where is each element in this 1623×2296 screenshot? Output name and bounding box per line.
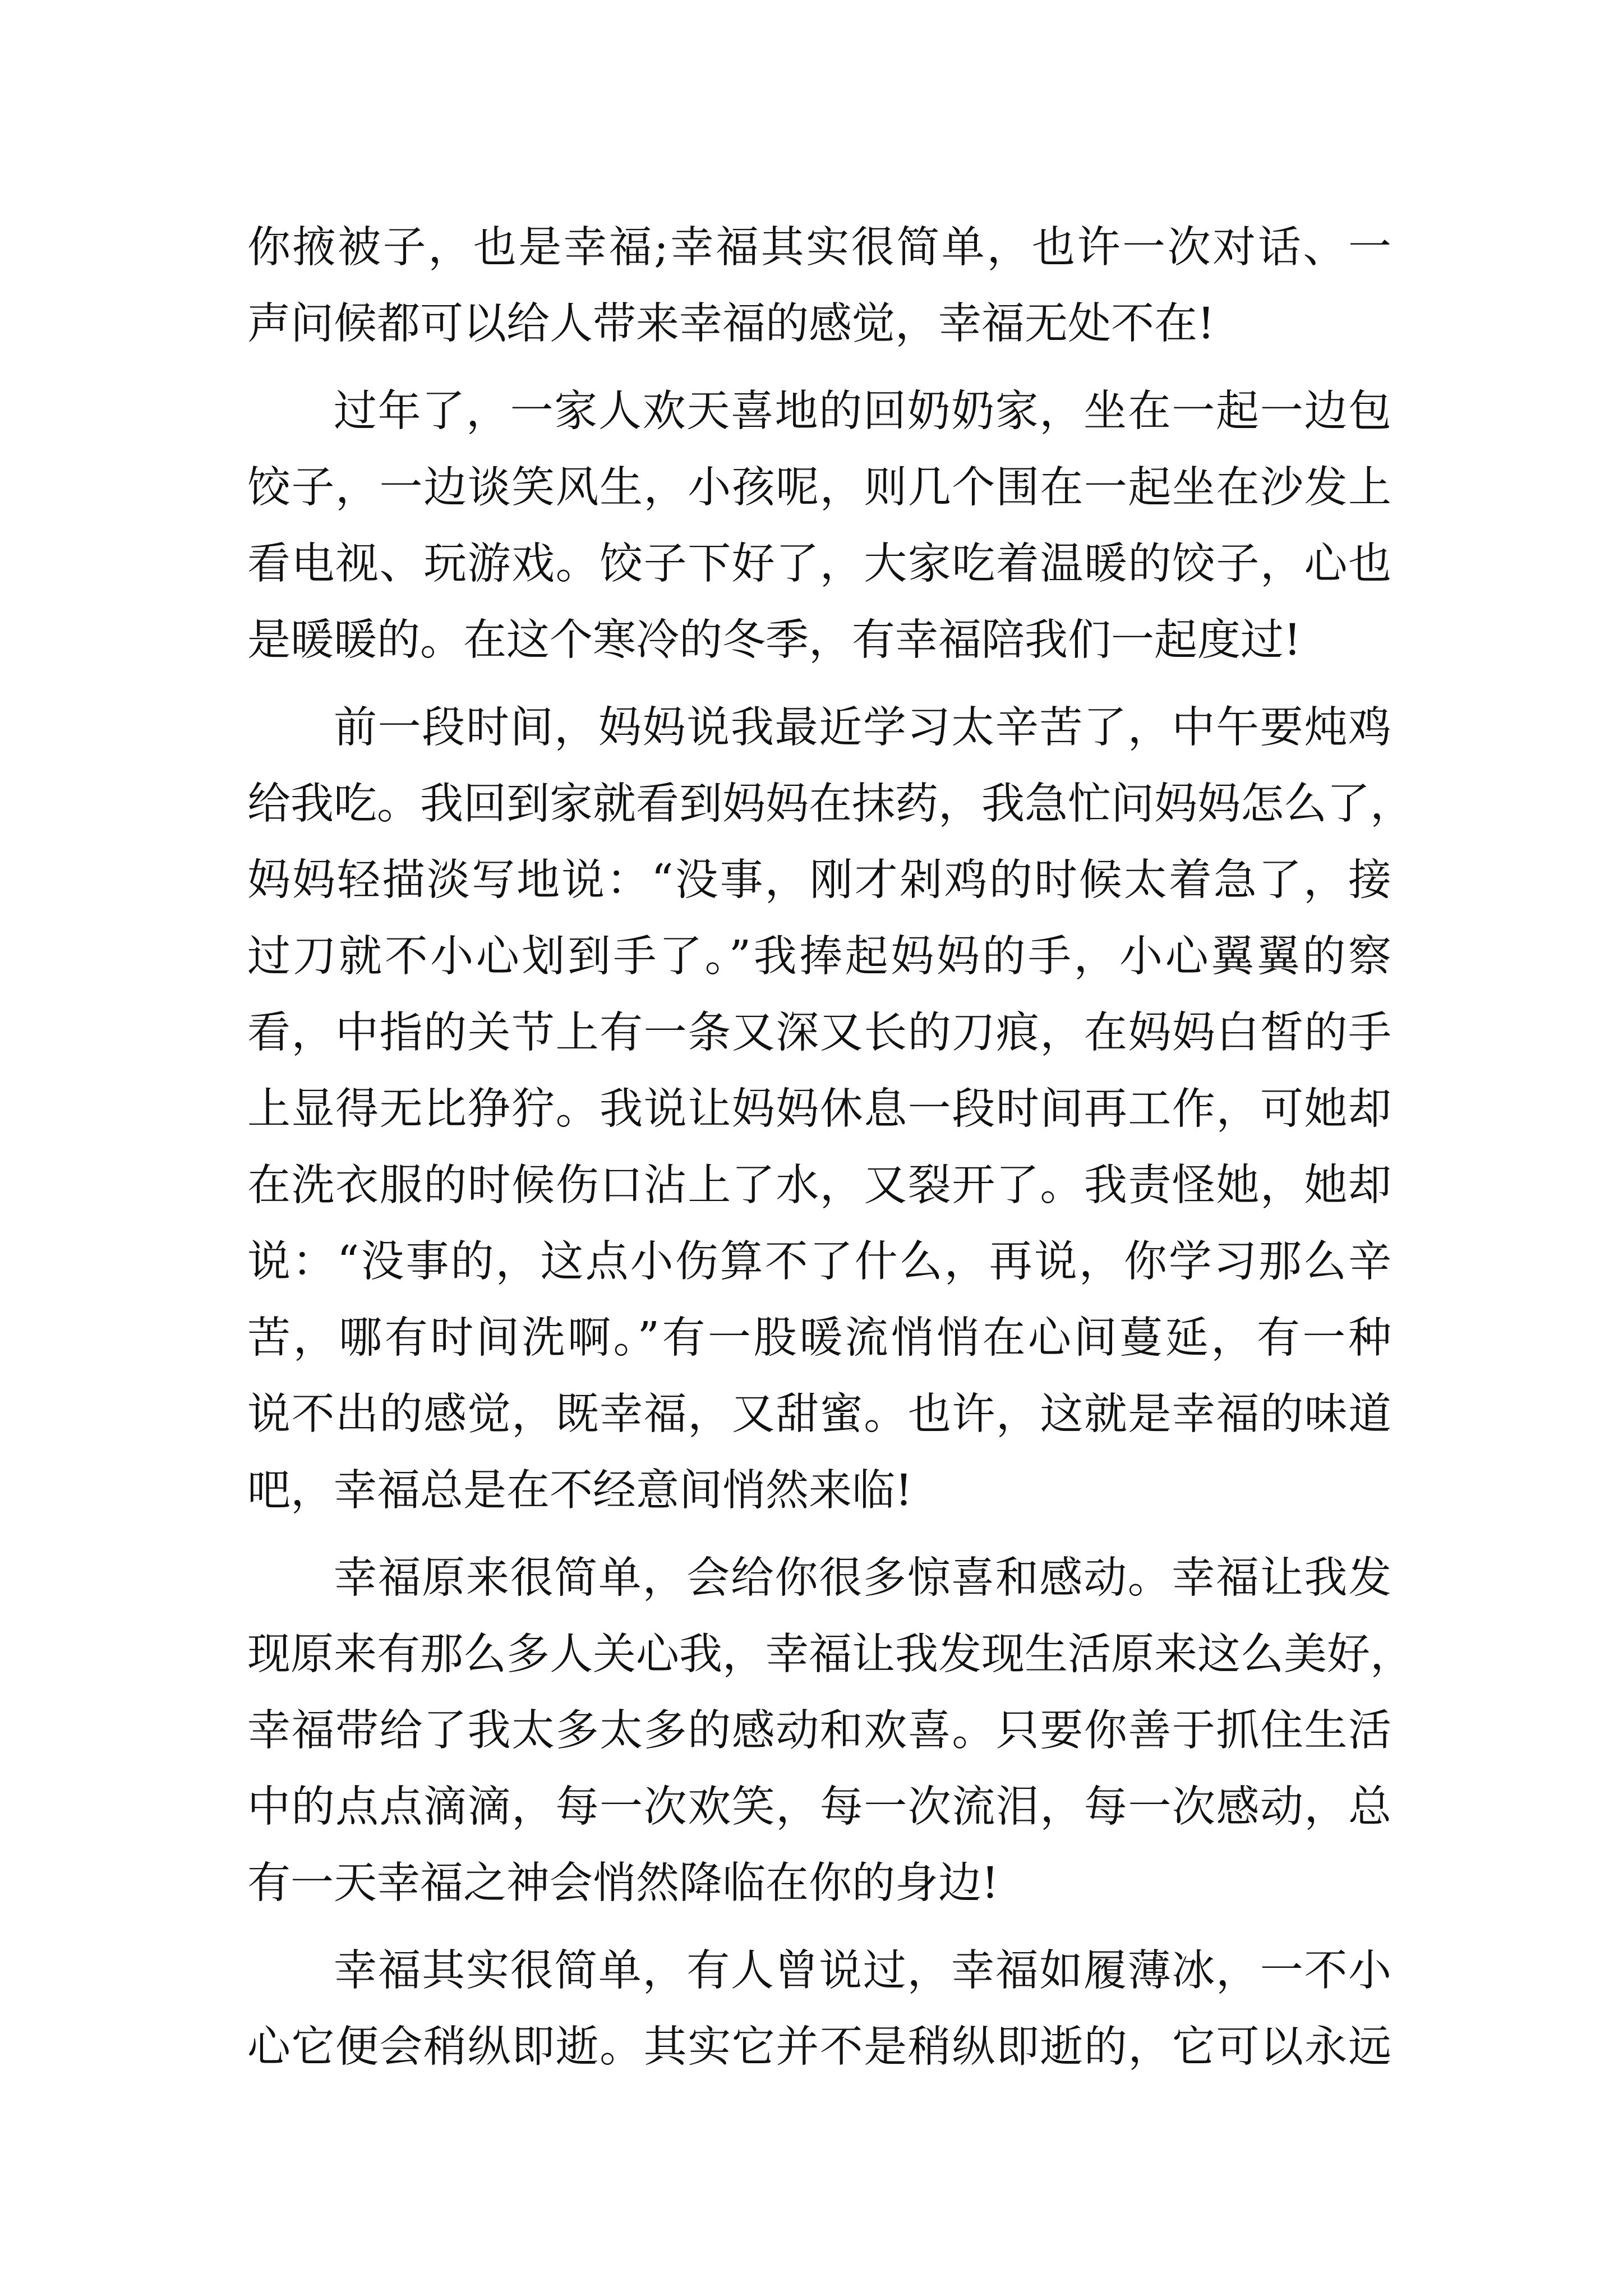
text-line: 幸福带给了我太多太多的感动和欢喜。只要你善于抓住生活 — [247, 1706, 1391, 1756]
text-line: 幸福原来很简单，会给你很多惊喜和感动。幸福让我发 — [334, 1553, 1391, 1603]
text-line: 妈妈轻描淡写地说：“没事，刚才剁鸡的时候太着急了，接 — [247, 855, 1391, 905]
paragraph-2 — [247, 374, 1391, 679]
paragraph-4 — [247, 1540, 1413, 1922]
text-line: 中的点点滴滴，每一次欢笑，每一次流泪，每一次感动，总 — [247, 1782, 1391, 1832]
text-line: 看电视、玩游戏。饺子下好了，大家吃着温暖的饺子，心也 — [247, 539, 1391, 589]
text-line: 说：“没事的，这点小伤算不了什么，再说，你学习那么辛 — [247, 1237, 1391, 1287]
text-line: 是暖暖的。在这个寒冷的冬季，有幸福陪我们一起度过! — [247, 615, 1301, 665]
text-line: 现原来有那么多人关心我，幸福让我发现生活原来这么美好， — [247, 1630, 1413, 1680]
text-line: 在洗衣服的时候伤口沾上了水，又裂开了。我责怪她，她却 — [247, 1161, 1391, 1211]
text-line: 幸福其实很简单，有人曾说过，幸福如履薄冰，一不小 — [334, 1946, 1391, 1996]
paragraph-5 — [247, 1933, 1391, 2086]
text-line: 有一天幸福之神会悄然降临在你的身边! — [247, 1858, 999, 1908]
text-line: 声问候都可以给人带来幸福的感觉，幸福无处不在! — [247, 299, 1215, 349]
text-line: 上显得无比狰狞。我说让妈妈休息一段时间再工作，可她却 — [247, 1084, 1391, 1134]
text-line: 吧，幸福总是在不经意间悄然来临! — [247, 1466, 912, 1516]
paragraph-3 — [247, 690, 1413, 1529]
text-line: 苦，哪有时间洗啊。”有一股暖流悄悄在心间蔓延，有一种 — [247, 1313, 1391, 1363]
text-line: 你掖被子，也是幸福;幸福其实很简单，也许一次对话、一 — [247, 223, 1391, 273]
text-line: 过年了，一家人欢天喜地的回奶奶家，坐在一起一边包 — [334, 386, 1391, 436]
document-body — [247, 210, 1413, 2086]
text-line: 看，中指的关节上有一条又深又长的刀痕，在妈妈白皙的手 — [247, 1008, 1391, 1058]
text-line: 过刀就不小心划到手了。”我捧起妈妈的手，小心翼翼的察 — [247, 932, 1391, 982]
text-line: 给我吃。我回到家就看到妈妈在抹药，我急忙问妈妈怎么了， — [247, 779, 1413, 829]
text-line: 说不出的感觉，既幸福，又甜蜜。也许，这就是幸福的味道 — [247, 1389, 1391, 1439]
text-line: 饺子，一边谈笑风生，小孩呢，则几个围在一起坐在沙发上 — [247, 463, 1391, 513]
text-line: 前一段时间，妈妈说我最近学习太辛苦了，中午要炖鸡 — [334, 703, 1391, 753]
paragraph-1 — [247, 210, 1391, 362]
text-line: 心它便会稍纵即逝。其实它并不是稍纵即逝的，它可以永远 — [247, 2022, 1391, 2072]
